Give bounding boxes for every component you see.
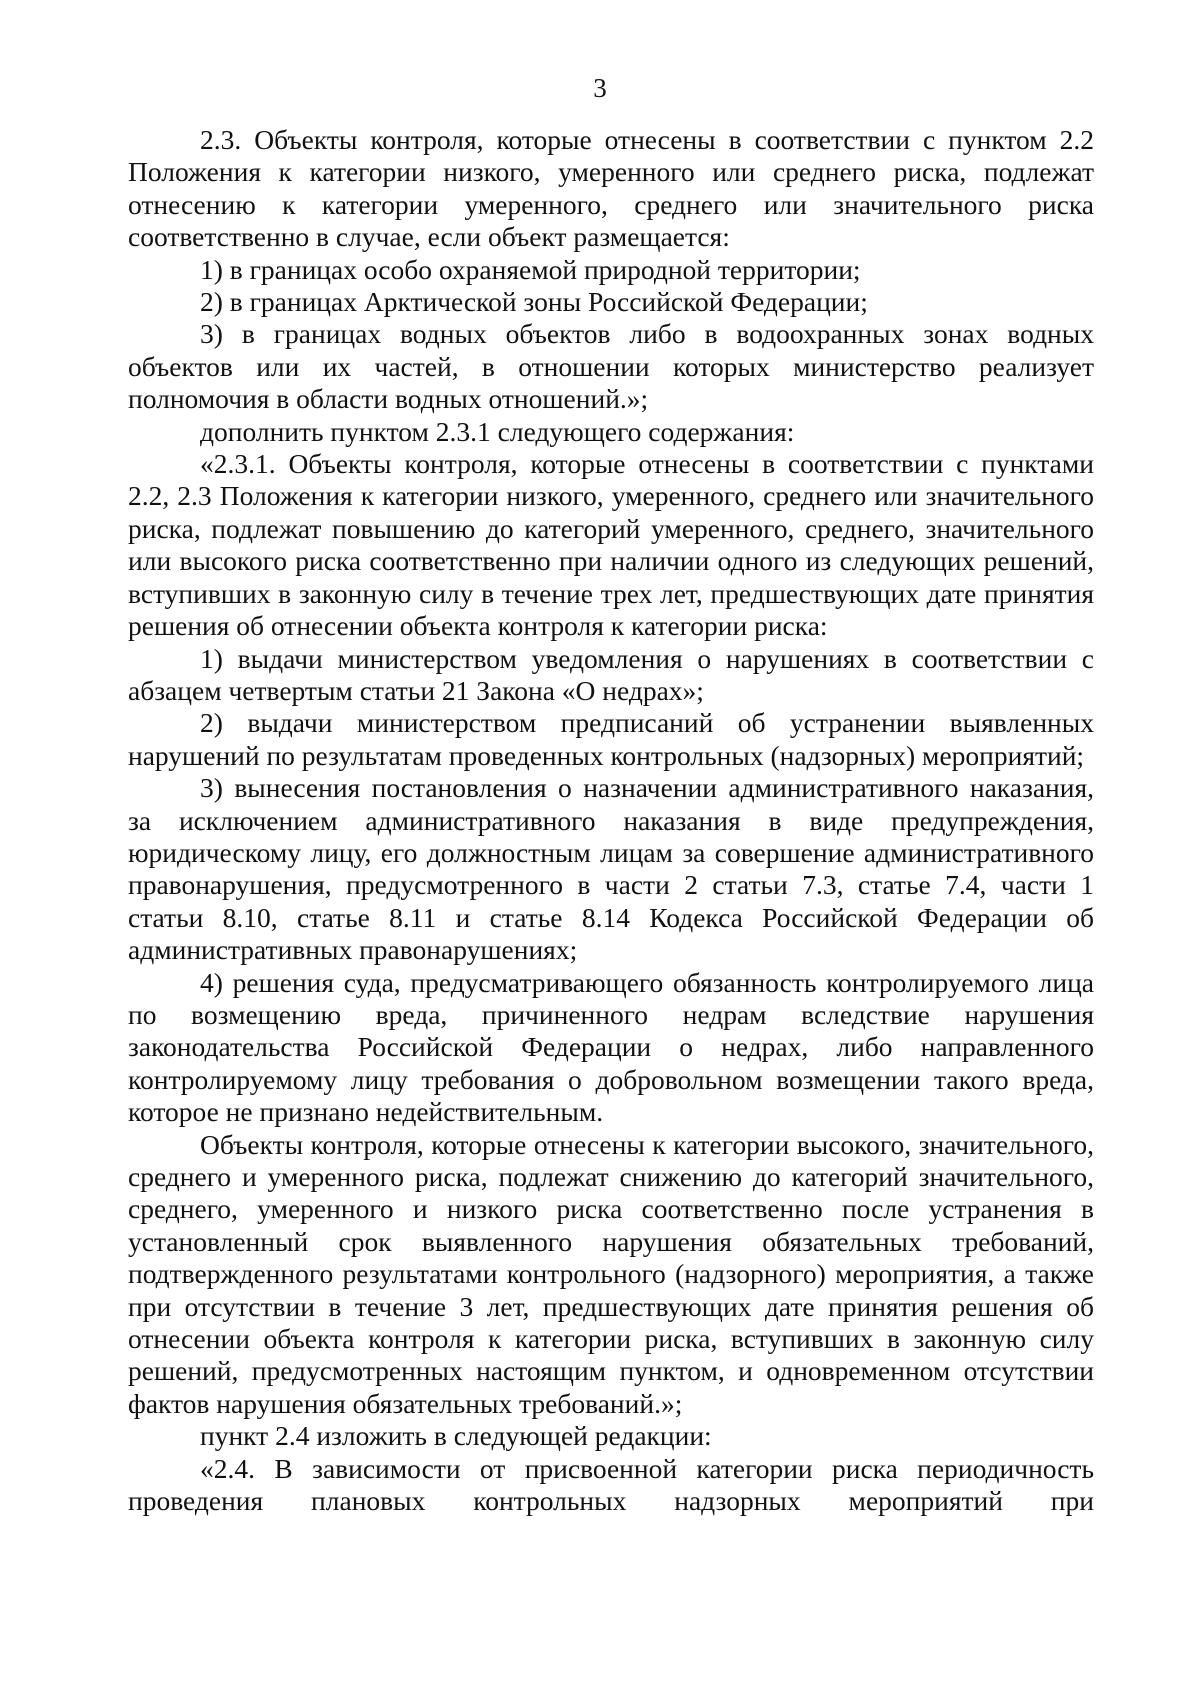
paragraph-2-4: «2.4. В зависимости от присвоенной категории риска периодичность проведения плановых контрольных надзорных мероприятий при — [128, 1452, 1094, 1517]
decision-item-2: 2) выдачи министерством предписаний об устранении выявленных нарушений по результатам проведенных контрольных (надзорных) мероприятий; — [128, 707, 1094, 771]
amendment-instruction-2-3-1: дополнить пунктом 2.3.1 следующего содержания: — [200, 415, 795, 447]
page-number: 3 — [593, 73, 607, 103]
list-item-3: 3) в границах водных объектов либо в водоохранных зонах водных объектов или их частей, в отношении которых министерство реализует полномочия в области водных отношений.»; — [128, 318, 1094, 415]
decision-item-4: 4) решения суда, предусматривающего обязанность контролируемого лица по возмещению вреда, причиненного недрам вследствие нарушения законодательства Российской Федерации о недрах, либо направленного контролируемому лицу требования о добровольном возмещении такого вреда, которое не признано недействительным. — [128, 966, 1094, 1128]
decision-item-1: 1) выдачи министерством уведомления о нарушениях в соответствии с абзацем четвертым статьи 21 Закона «О недрах»; — [128, 642, 1094, 706]
paragraph-2-3-1: «2.3.1. Объекты контроля, которые отнесены в соответствии с пунктами 2.2, 2.3 Положения к категории низкого, умеренного, среднего или значительного риска, подлежат повышению до категорий умеренного, среднего, значительного или высокого риска соответственно при наличии одного из следующих решений, вступивших в законную силу в течение трех лет, предшествующих дате принятия решения об отнесении объекта контроля к категории риска: — [128, 448, 1094, 642]
list-item-1: 1) в границах особо охраняемой природной территории; — [200, 253, 861, 285]
risk-reduction-paragraph: Объекты контроля, которые отнесены к категории высокого, значительного, среднего и умеренного риска, подлежат снижению до категорий значительного, среднего, умеренного и низкого риска соответственно после устранения в установленный срок выявленного нарушения обязательных требований, подтвержденного результатами контрольного (надзорного) мероприятия, а также при отсутствии в течение 3 лет, предшествующих дате принятия решения об отнесении объекта контроля к категории риска, вступивших в законную силу решений, предусмотренных настоящим пунктом, и одновременном отсутствии фактов нарушения обязательных требований.»; — [128, 1128, 1094, 1419]
document-body — [128, 124, 1094, 1517]
decision-item-3: 3) вынесения постановления о назначении административного наказания, за исключением административного наказания в виде предупреждения, юридическому лицу, его должностным лицам за совершение административного правонарушения, предусмотренного в части 2 статьи 7.3, статье 7.4, части 1 статьи 8.10, статье 8.11 и статье 8.14 Кодекса Российской Федерации об административных правонарушениях; — [128, 772, 1094, 966]
list-item-2: 2) в границах Арктической зоны Российской Федерации; — [200, 286, 868, 318]
paragraph-2-3: 2.3. Объекты контроля, которые отнесены в соответствии с пунктом 2.2 Положения к категории низкого, умеренного или среднего риска, подлежат отнесению к категории умеренного, среднего или значительного риска соответственно в случае, если объект размещается: — [128, 124, 1094, 253]
amendment-instruction-2-4: пункт 2.4 изложить в следующей редакции: — [200, 1420, 712, 1452]
